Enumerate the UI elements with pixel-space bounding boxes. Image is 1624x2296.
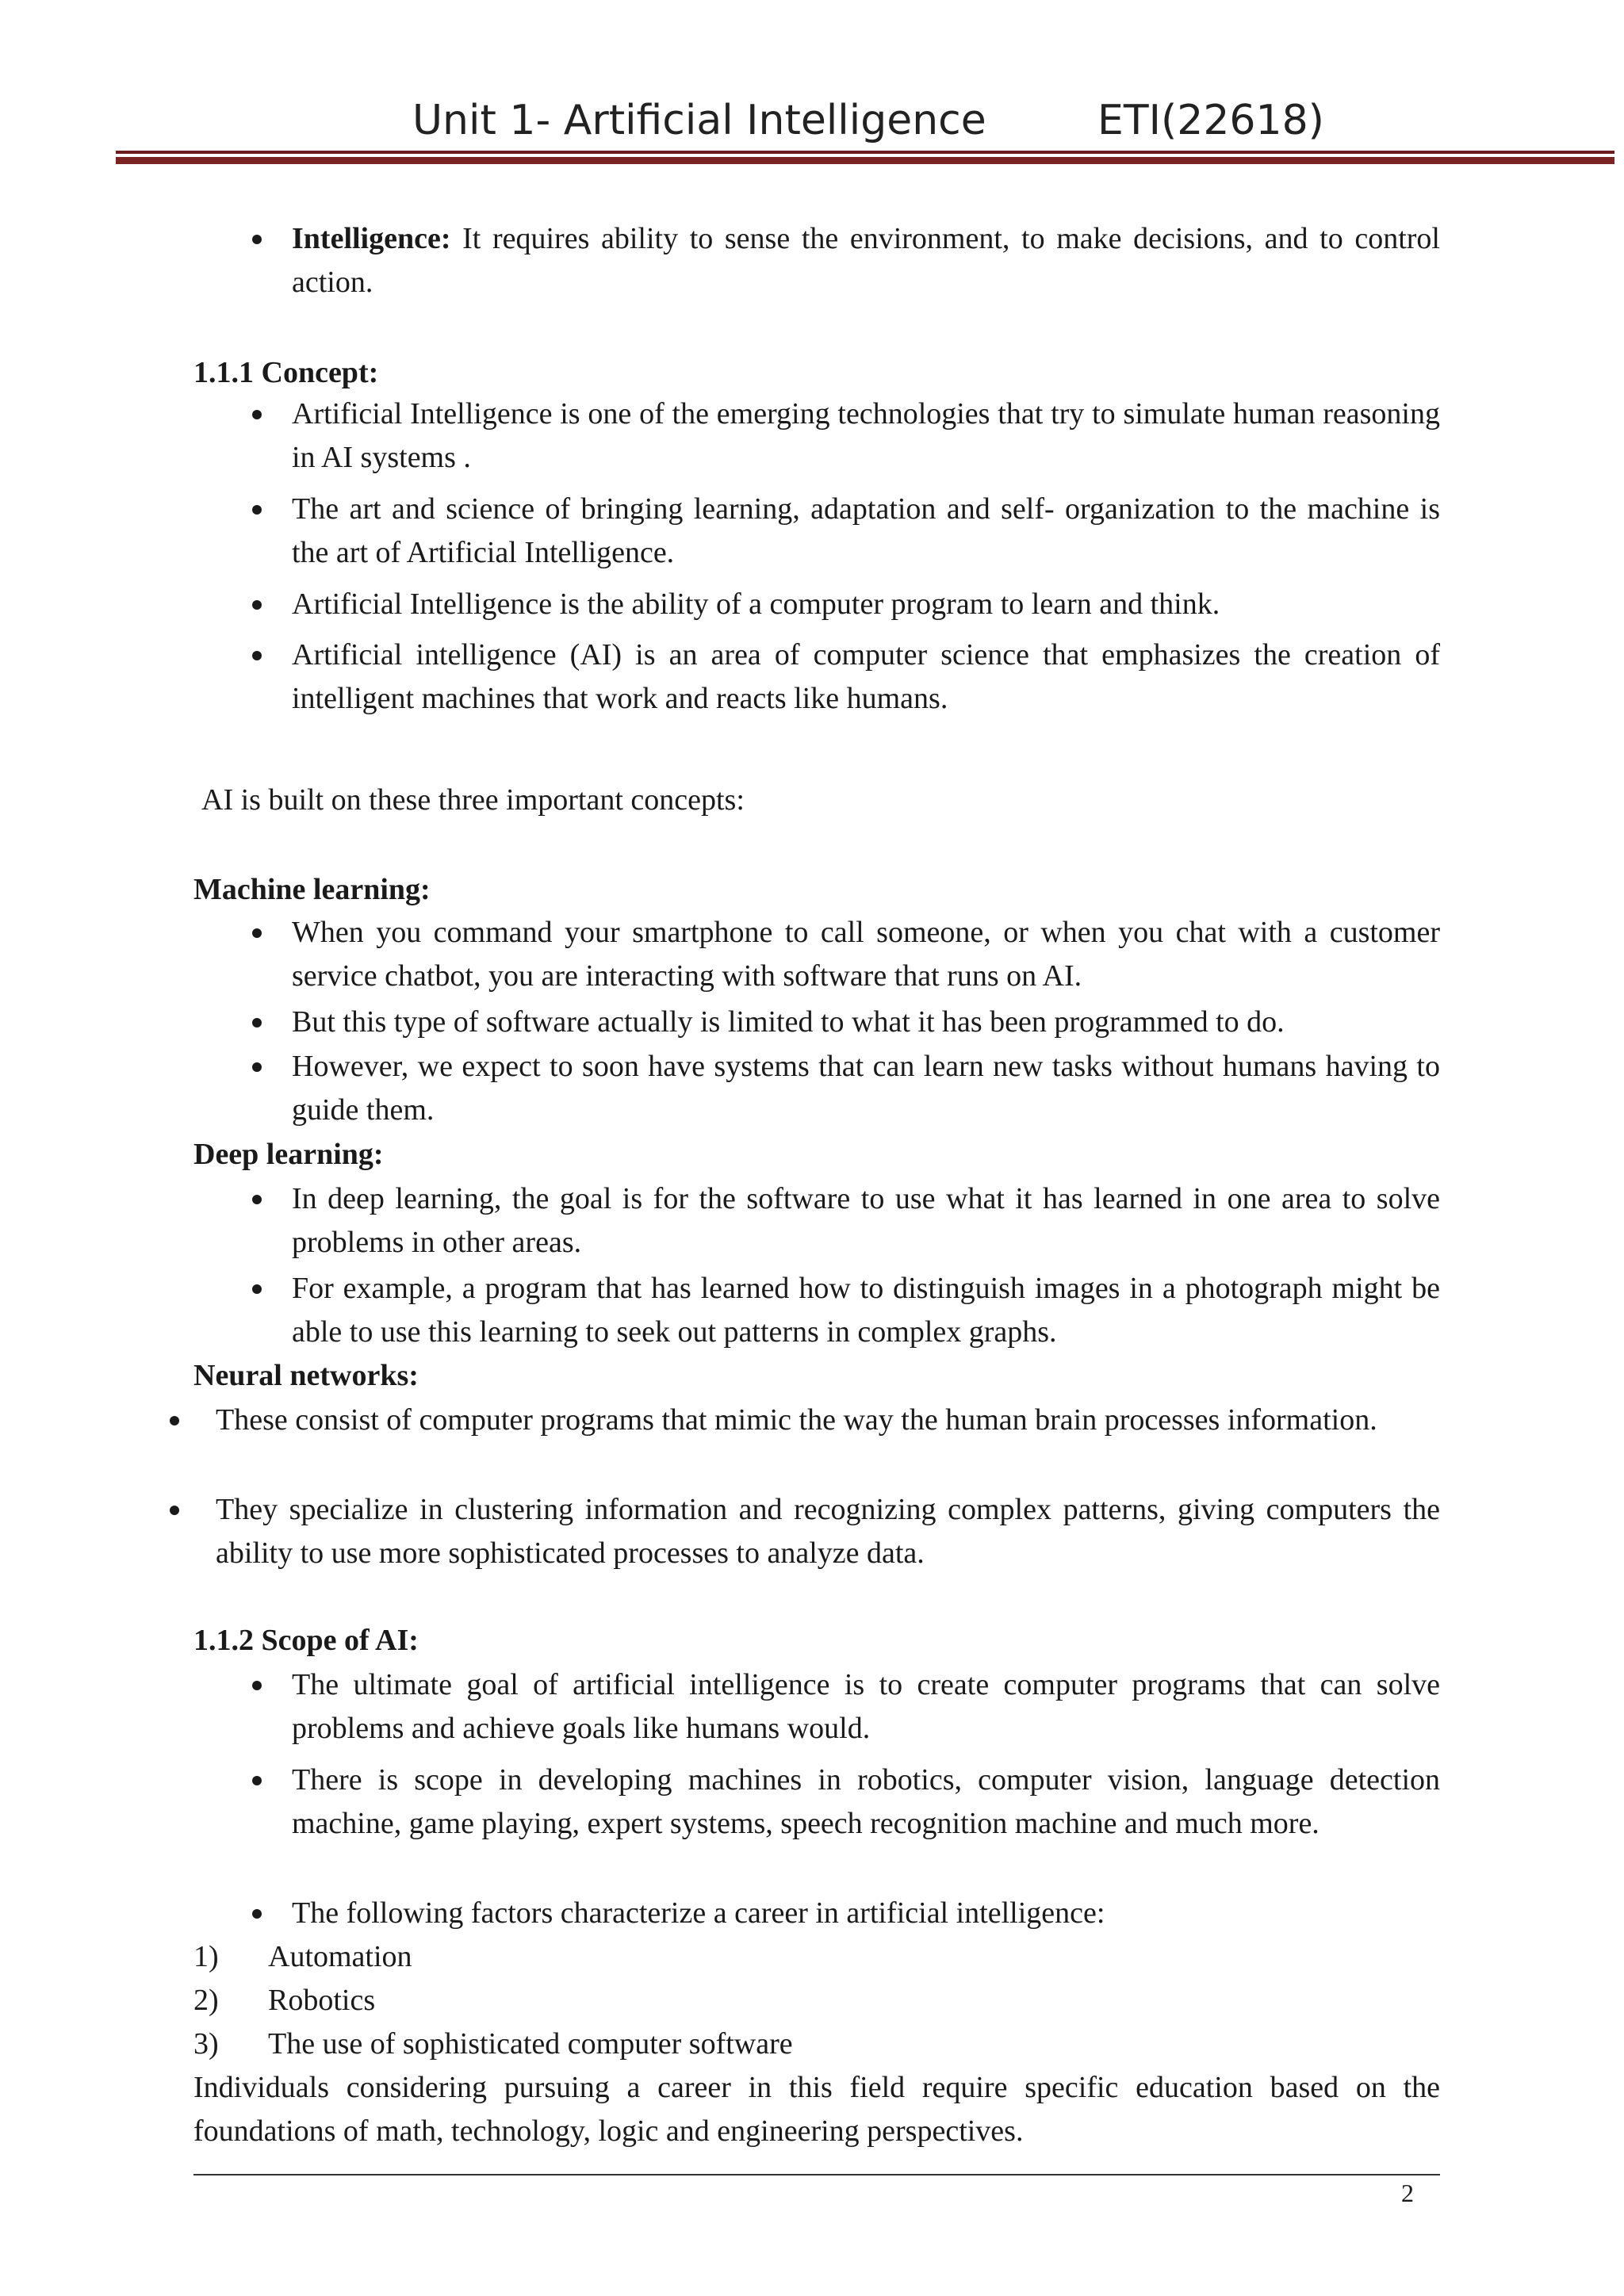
page-number: 2 <box>1401 2179 1414 2207</box>
bullet-dot <box>170 1416 179 1425</box>
bullet-dot <box>252 651 262 660</box>
header-rule <box>116 151 1614 154</box>
concept-bullet-3: Artificial Intelligence is the ability of a computer program to learn and think. <box>292 587 1220 621</box>
concept-heading: 1.1.1 Concept: <box>193 356 379 389</box>
ml-bullet-2: But this type of software actually is limited to what it has been programmed to do. <box>292 1005 1285 1039</box>
intelligence-text: It requires ability to sense the environment, to make decisions, and to control action. <box>292 222 1440 299</box>
header-course-code: ETI(22618) <box>1097 97 1324 144</box>
three-concepts-intro: AI is built on these three important concepts: <box>201 783 745 817</box>
footer-rule <box>193 2174 1440 2175</box>
scope-bullet-1: The ultimate goal of artificial intelligence is to create computer programs that can solve problems and achieve goals like humans would. <box>292 1668 1440 1745</box>
numbered-item-1: Automation <box>268 1940 412 1973</box>
numbered-item-2: Robotics <box>268 1984 376 2017</box>
bullet-dot <box>252 410 262 419</box>
dl-bullet-2: For example, a program that has learned how to distinguish images in a photograph might be able to use this learning to seek out patterns in complex graphs. <box>292 1272 1440 1349</box>
header-rule-thick <box>116 157 1614 164</box>
bullet-dot <box>252 1284 262 1294</box>
scope-closing-paragraph: Individuals considering pursuing a career in this field require specific education based on the foundations of math, technology, logic and engineering perspectives. <box>193 2071 1440 2148</box>
nn-bullet-2: They specialize in clustering information and recognizing complex patterns, giving computers the ability to use more sophisticated processes to analyze data. <box>216 1493 1440 1570</box>
bullet-dot <box>252 505 262 515</box>
deep-learning-heading: Deep learning: <box>193 1138 384 1171</box>
numbered-marker-2: 2) <box>193 1984 219 2017</box>
bullet-dot <box>252 1909 262 1919</box>
nn-bullet-1: These consist of computer programs that mimic the way the human brain processes information. <box>216 1403 1377 1437</box>
concept-bullet-4: Artificial intelligence (AI) is an area of computer science that emphasizes the creation of intelligent machines that work and reacts like humans. <box>292 638 1440 715</box>
ml-bullet-3: However, we expect to soon have systems that can learn new tasks without humans having to guide them. <box>292 1050 1440 1127</box>
bullet-dot <box>252 928 262 938</box>
neural-networks-heading: Neural networks: <box>193 1359 419 1392</box>
numbered-marker-1: 1) <box>193 1940 219 1973</box>
scope-bullet-3: The following factors characterize a career in artificial intelligence: <box>292 1896 1105 1930</box>
concept-bullet-1: Artificial Intelligence is one of the emerging technologies that try to simulate human reasoning in AI systems . <box>292 397 1440 474</box>
bullet-dot <box>252 1776 262 1785</box>
numbered-item-3: The use of sophisticated computer software <box>268 2027 793 2061</box>
machine-learning-heading: Machine learning: <box>193 873 431 906</box>
bullet-dot <box>252 235 262 244</box>
intelligence-bullet <box>292 217 1440 304</box>
bullet-dot <box>170 1506 179 1515</box>
intelligence-label: Intelligence: <box>292 222 451 255</box>
concept-bullet-2: The art and science of bringing learning, adaptation and self- organization to the machine is the art of Artificial Intelligence. <box>292 492 1440 569</box>
numbered-marker-3: 3) <box>193 2027 219 2061</box>
scope-heading: 1.1.2 Scope of AI: <box>193 1624 419 1657</box>
bullet-dot <box>252 1062 262 1072</box>
header-title: Unit 1- Artificial Intelligence <box>412 97 986 144</box>
bullet-dot <box>252 1018 262 1027</box>
ml-bullet-1: When you command your smartphone to call someone, or when you chat with a customer service chatbot, you are interacting with software that runs on AI. <box>292 916 1440 993</box>
bullet-dot <box>252 1681 262 1690</box>
bullet-dot <box>252 600 262 610</box>
dl-bullet-1: In deep learning, the goal is for the software to use what it has learned in one area to solve problems in other areas. <box>292 1182 1440 1259</box>
bullet-dot <box>252 1195 262 1204</box>
scope-bullet-2: There is scope in developing machines in robotics, computer vision, language detection machine, game playing, expert systems, speech recognition machine and much more. <box>292 1763 1440 1840</box>
